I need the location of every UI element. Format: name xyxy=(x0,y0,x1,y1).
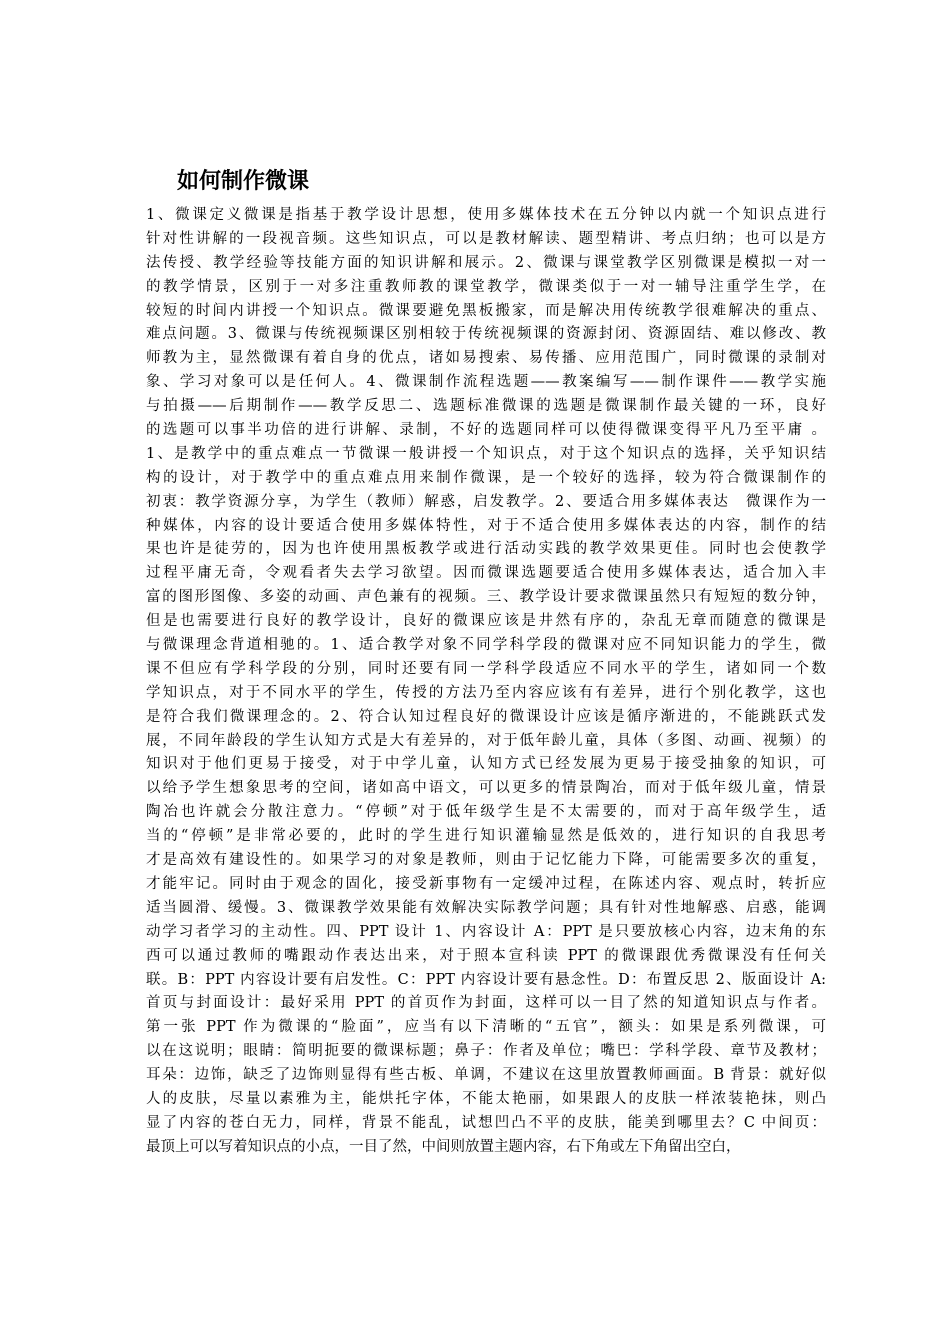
body-text-line: 果也许是徒劳的，因为也许使用黑板教学或进行活动实践的教学效果更佳。同时也会使教学 xyxy=(146,541,826,558)
body-text-line: 课不但应有学科学段的分别，同时还要有同一学科学段适应不同水平的学生，诸如同一个数 xyxy=(146,660,826,677)
body-text-line: 以在这说明；眼睛：简明扼要的微课标题；鼻子：作者及单位；嘴巴：学科学段、章节及教材； xyxy=(146,1043,826,1060)
body-text-line: 联。B：PPT 内容设计要有启发性。C：PPT 内容设计要有悬念性。D：布置反思 2、版面设计 A: xyxy=(146,971,826,988)
body-text-line: 动学习者学习的主动性。四、PPT 设计 1、内容设计 A：PPT 是只要放核心内容，边末角的东 xyxy=(146,923,826,940)
body-text-line: 陶冶也许就会分散注意力。“停顿”对于低年级学生是不太需要的，而对于高年级学生，适 xyxy=(146,804,826,821)
body-text-line: 学知识点，对于不同水平的学生，传授的方法乃至内容应该有有差异，进行个别化教学，这也 xyxy=(146,684,826,701)
body-text-line: 耳朵：边饰，缺乏了边饰则显得有些古板、单调，不建议在这里放置教师画面。B 背景：就好似 xyxy=(146,1067,826,1084)
body-text-line: 适当圆滑、缓慢。3、微课教学效果能有效解决实际教学问题；具有针对性地解惑、启惑，能调 xyxy=(146,899,826,916)
body-text-line: 构的设计，对于教学中的重点难点用来制作微课，是一个较好的选择，较为符合微课制作的 xyxy=(146,469,826,486)
body-text-line: 第一张 PPT 作为微课的“脸面”，应当有以下清晰的“五官”，额头：如果是系列微课，可 xyxy=(146,1019,826,1036)
body-text-line: 但是也需要进行良好的教学设计，良好的微课应该是井然有序的，杂乱无章而随意的微课是 xyxy=(146,613,826,630)
body-text-line: 当的“停顿”是非常必要的，此时的学生进行知识灌输显然是低效的，进行知识的自我思考 xyxy=(146,828,826,845)
body-text-line: 最顶上可以写着知识点的小点，一目了然，中间则放置主题内容，右下角或左下角留出空白， xyxy=(146,1138,741,1155)
body-text-line: 以给予学生想象思考的空间，诸如高中语文，可以更多的情景陶冶，而对于低年级儿童，情景 xyxy=(146,780,826,797)
body-text-line: 显了内容的苍白无力，同样，背景不能乱，试想凹凸不平的皮肤，能美到哪里去？C 中间页： xyxy=(146,1114,826,1131)
body-text-line: 展，不同年龄段的学生认知方式是大有差异的，对于低年龄儿童，具体（多图、动画、视频）的 xyxy=(146,732,826,749)
body-text-line: 针对性讲解的一段视音频。这些知识点，可以是教材解读、题型精讲、考点归纳；也可以是方 xyxy=(146,230,826,247)
body-text-line: 的选题可以事半功倍的进行讲解、录制，不好的选题同样可以使得微课变得平凡乃至平庸 。 xyxy=(146,422,826,439)
body-text-line: 知识对于他们更易于接受，对于中学儿童，认知方式已经发展为更易于接受抽象的知识，可 xyxy=(146,756,826,773)
body-text-line: 富的图形图像、多姿的动画、声色兼有的视频。三、教学设计要求微课虽然只有短短的数分钟， xyxy=(146,589,826,606)
body-text-line: 较短的时间内讲授一个知识点。微课要避免黑板搬家，而是解决用传统教学很难解决的重点、 xyxy=(146,302,826,319)
body-text-line: 师教为主，显然微课有着自身的优点，诸如易搜索、易传播、应用范围广，同时微课的录制对 xyxy=(146,350,826,367)
body-text-line: 才是高效有建设性的。如果学习的对象是教师，则由于记忆能力下降，可能需要多次的重复， xyxy=(146,852,826,869)
body-text-line: 西可以通过教师的嘴跟动作表达出来，对于照本宣科读 PPT 的微课跟优秀微课没有任何关 xyxy=(146,947,826,964)
body-text-line: 的教学情景，区别于一对多注重教师教的课堂教学，微课类似于一对一辅导注重学生学，在 xyxy=(146,278,826,295)
body-text-line: 1、是教学中的重点难点一节微课一般讲授一个知识点，对于这个知识点的选择，关乎知识结 xyxy=(146,445,826,462)
body-text-line: 初衷：教学资源分享，为学生（教师）解惑，启发教学。2、要适合用多媒体表达 微课作为一 xyxy=(146,493,826,510)
body-text-line: 人的皮肤，尽量以素雅为主，能烘托字体，不能太艳丽，如果跟人的皮肤一样浓装艳抹，则凸 xyxy=(146,1090,826,1107)
body-text-line: 与微课理念背道相驰的。1、适合教学对象不同学科学段的微课对应不同知识能力的学生，微 xyxy=(146,637,826,654)
body-text-line: 首页与封面设计：最好采用 PPT 的首页作为封面，这样可以一目了然的知道知识点与作者。 xyxy=(146,995,826,1012)
body-text-line: 象、学习对象可以是任何人。4、微课制作流程选题——教案编写——制作课件——教学实施 xyxy=(146,374,826,391)
body-text-line: 1、微课定义微课是指基于教学设计思想，使用多媒体技术在五分钟以内就一个知识点进行 xyxy=(146,207,826,223)
body-text-line: 种媒体，内容的设计要适合使用多媒体特性，对于不适合使用多媒体表达的内容，制作的结 xyxy=(146,517,826,534)
body-text-line: 与拍摄——后期制作——教学反思二、选题标准微课的选题是微课制作最关键的一环，良好 xyxy=(146,398,826,415)
document-title: 如何制作微课 xyxy=(177,169,310,194)
body-text-line: 法传授、教学经验等技能方面的知识讲解和展示。2、微课与课堂教学区别微课是模拟一对一 xyxy=(146,254,826,271)
body-text-line: 才能牢记。同时由于观念的固化，接受新事物有一定缓冲过程，在陈述内容、观点时，转折应 xyxy=(146,875,826,892)
body-text-line: 过程平庸无奇，令观看者失去学习欲望。因而微课选题要适合使用多媒体表达，适合加入丰 xyxy=(146,565,826,582)
document-body xyxy=(146,204,826,1160)
body-text-line: 是符合我们微课理念的。2、符合认知过程良好的微课设计应该是循序渐进的，不能跳跃式发 xyxy=(146,708,826,725)
body-text-line: 难点问题。3、微课与传统视频课区别相较于传统视频课的资源封闭、资源固结、难以修改、教 xyxy=(146,326,826,343)
